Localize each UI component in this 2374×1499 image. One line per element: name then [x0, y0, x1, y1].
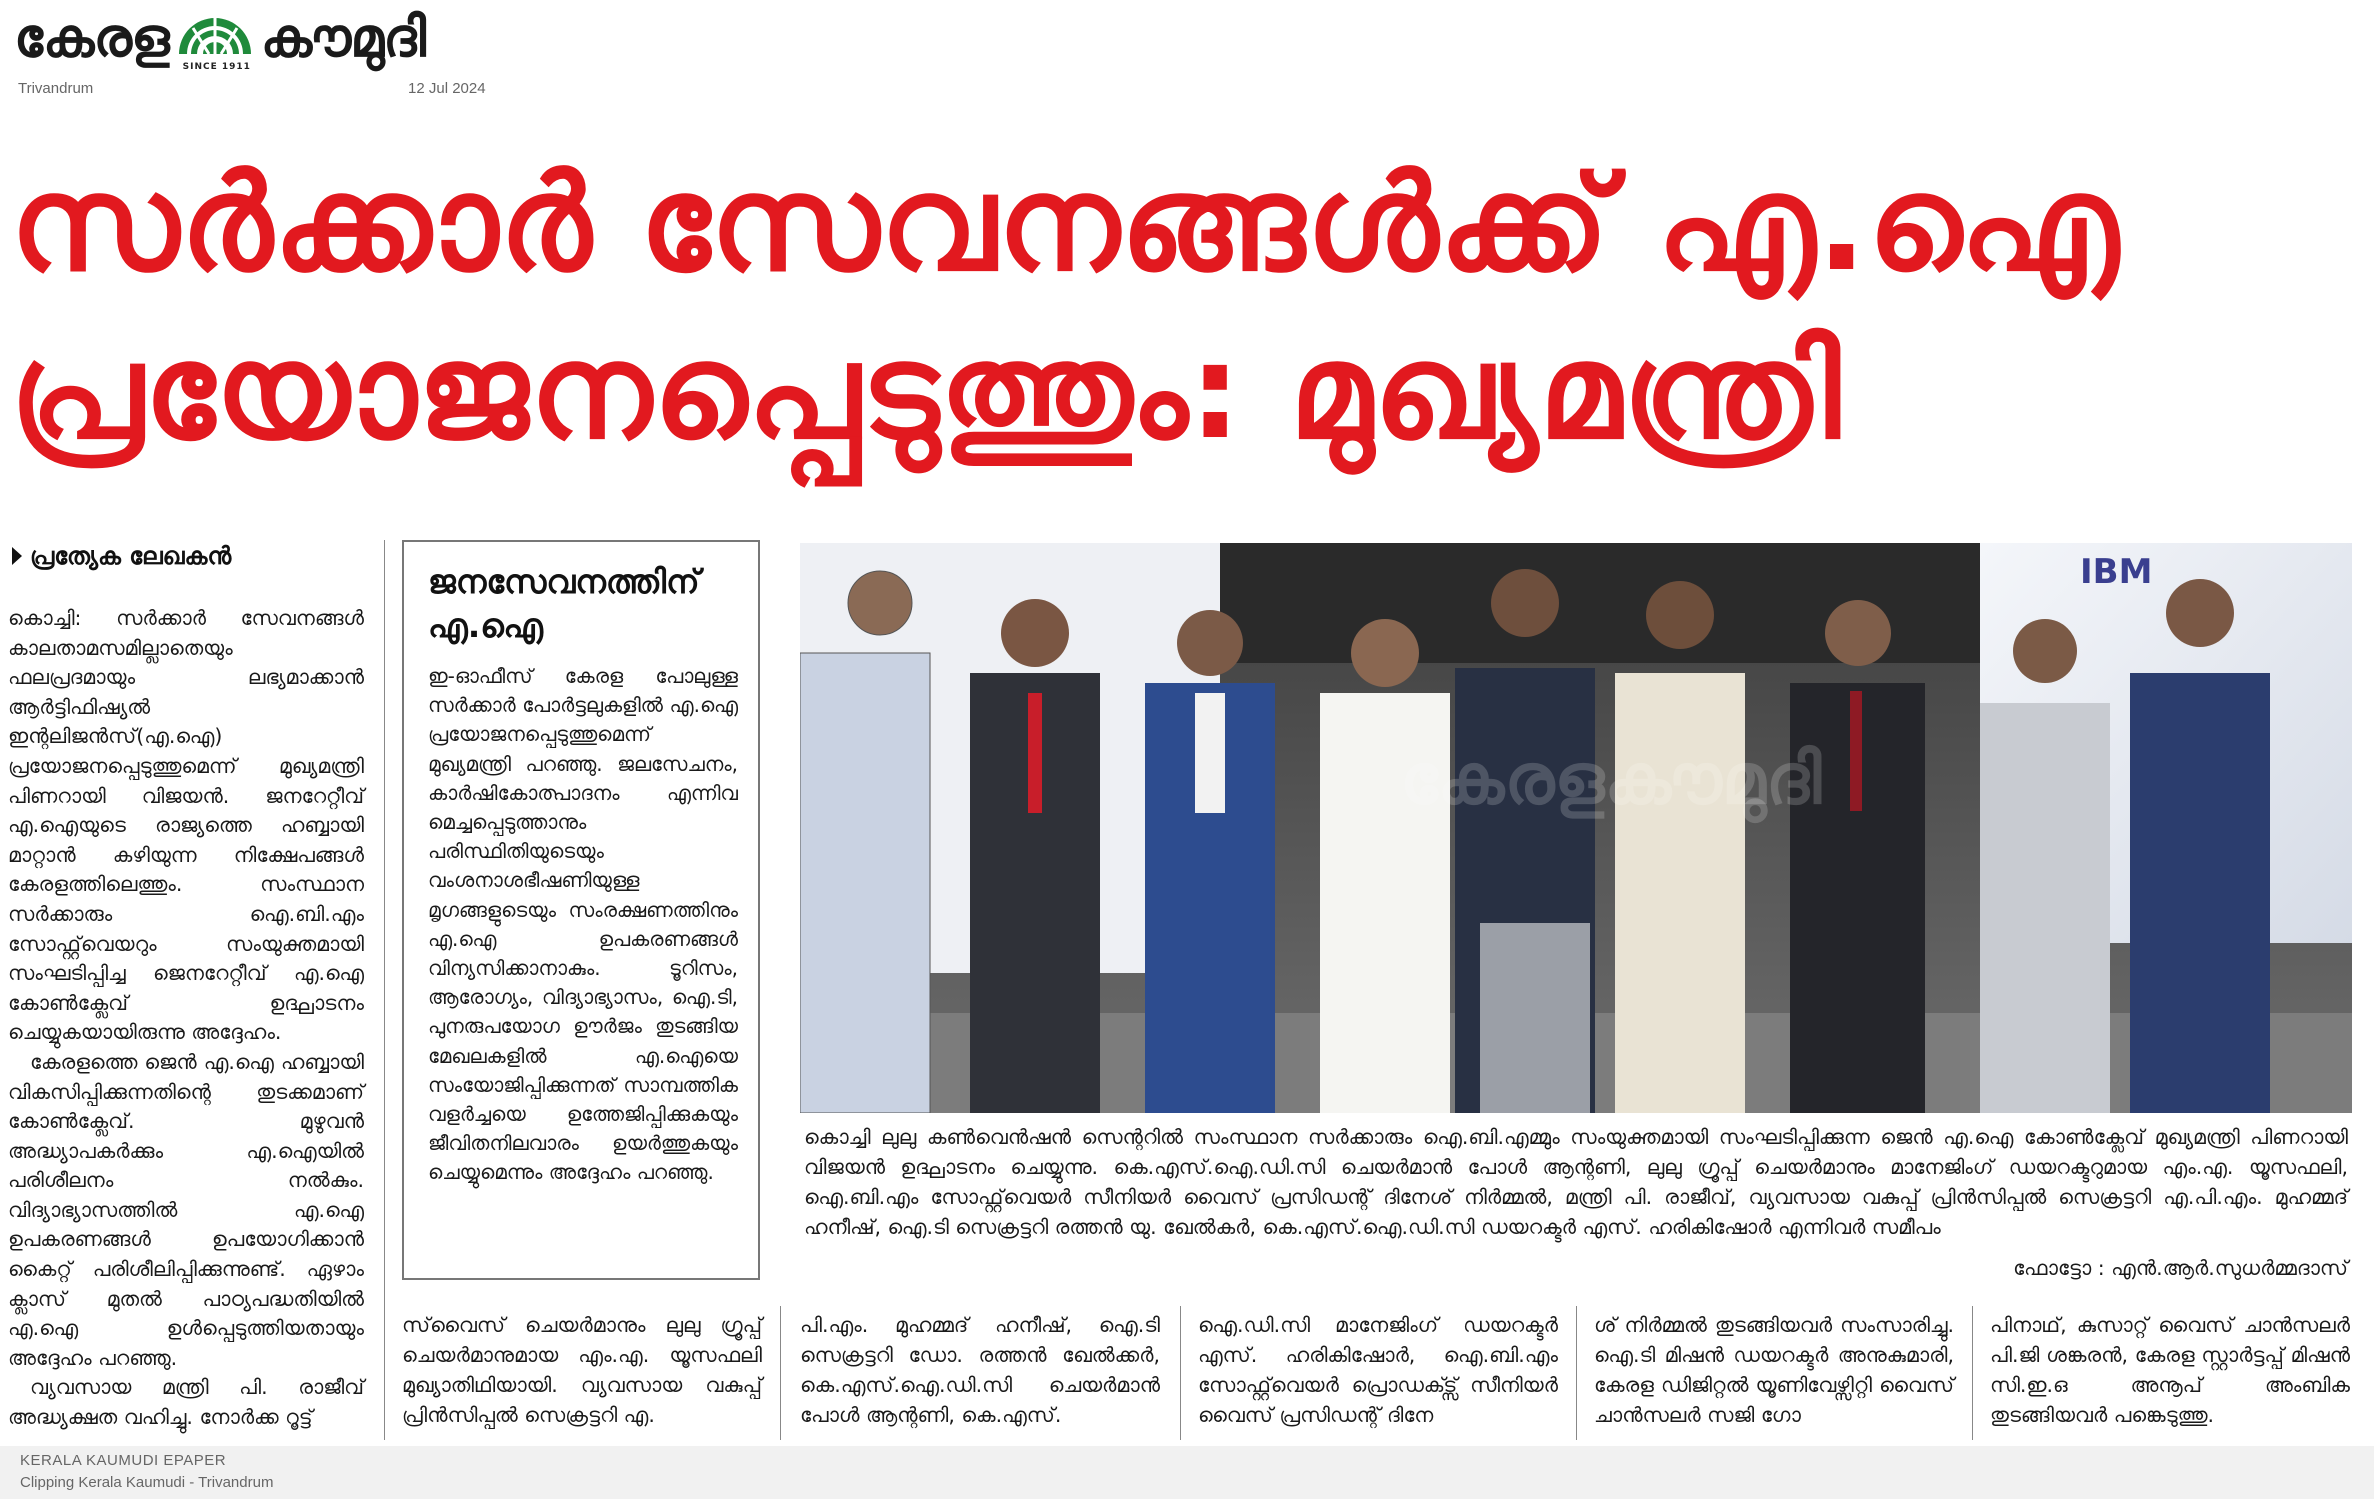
photo-credit: ഫോട്ടോ : എൻ.ആർ.സുധർമ്മദാസ്: [2013, 1256, 2348, 1280]
footer-clipping-label: Clipping Kerala Kaumudi - Trivandrum: [20, 1474, 274, 1491]
headline-line-1: സർക്കാർ സേവനങ്ങൾക്ക് എ.ഐ: [10, 147, 2120, 301]
article-paragraph: വ്യവസായ മന്ത്രി പി. രാജീവ് അദ്ധ്യക്ഷത വഹിച്ചു. നോർക്ക റൂട്ട്: [8, 1375, 364, 1430]
edition-place: Trivandrum: [18, 80, 94, 97]
since-label: SINCE 1911: [182, 62, 251, 72]
photo-watermark: കേരളകൗമുദി: [1400, 738, 1822, 820]
emblem-icon: [173, 6, 257, 70]
newspaper-logo: [14, 6, 425, 70]
box-body: ഇ-ഓഫീസ് കേരള പോലുള്ള സർക്കാർ പോർട്ടലുകളിൽ എ.ഐ പ്രയോജനപ്പെടുത്തുമെന്ന് മുഖ്യമന്ത്രി പറഞ്ഞു. ജലസേചനം, കാർഷികോത്പാദനം എന്നിവ മെച്ചപ്പെടുത്താനും പരിസ്ഥിതിയുടെയും വംശനാശഭീഷണിയുള്ള മൃഗങ്ങളുടെയും സംരക്ഷണത്തിനും എ.ഐ ഉപകരണങ്ങൾ വിന്യസിക്കാനാകും. ടൂറിസം, ആരോഗ്യം, വിദ്യാഭ്യാസം, ഐ.ടി, പുനരുപയോഗ ഊർജം തുടങ്ങിയ മേഖലകളിൽ എ.ഐയെ സംയോജിപ്പിക്കുന്നത് സാമ്പത്തിക വളർച്ചയെ ഉത്തേജിപ്പിക്കുകയും ജീവിതനിലവാരം ഉയർത്തുകയും ചെയ്യുമെന്നും അദ്ദേഹം പറഞ്ഞു.: [428, 664, 738, 1185]
headline-line-2: പ്രയോജനപ്പെടുത്തും: മുഖ്യമന്ത്രി: [10, 315, 1842, 469]
article-column-3: പി.എം. മുഹമ്മദ് ഹനീഷ്, ഐ.ടി സെക്രട്ടറി ഡോ. രത്തൻ ഖേൽക്കർ, കെ.എസ്.ഐ.ഡി.സി ചെയർമാൻ പോൾ ആന്റണി, കെ.എസ്.: [800, 1313, 1160, 1427]
column-divider: [1180, 1306, 1181, 1440]
column-divider: [780, 1306, 781, 1440]
logo-word-kaumudi: കൗമുദി: [260, 6, 426, 69]
byline: [12, 542, 231, 570]
masthead: [0, 0, 560, 110]
article-column-4: ഐ.ഡി.സി മാനേജിംഗ് ഡയറക്ടർ എസ്. ഹരികിഷോർ, ഐ.ബി.എം സോഫ്റ്റ്‌വെയർ പ്രൊഡക്ട്സ് സീനിയർ വൈസ് പ്രസിഡന്റ് ദിനേ: [1198, 1313, 1558, 1427]
article-paragraph: കൊച്ചി: സർക്കാർ സേവനങ്ങൾ കാലതാമസമില്ലാതെയും ഫലപ്രദമായും ലഭ്യമാക്കാൻ ആർട്ടിഫിഷ്യൽ ഇന്റലിജൻസ്(എ.ഐ) പ്രയോജനപ്പെടുത്തുമെന്ന് മുഖ്യമന്ത്രി പിണറായി വിജയൻ. ജനറേറ്റീവ് എ.ഐയുടെ രാജ്യത്തെ ഹബ്ബായി മാറ്റാൻ കഴിയുന്ന നിക്ഷേപങ്ങൾ കേരളത്തിലെത്തും. സംസ്ഥാന സർക്കാരും ഐ.ബി.എം സോഫ്റ്റ്‌വെയറും സംയുക്തമായി സംഘടിപ്പിച്ച ജെനറേറ്റീവ് എ.ഐ കോൺക്ലേവ് ഉദ്ഘാടനം ചെയ്യുകയായിരുന്നു അദ്ദേഹം.: [8, 606, 364, 1045]
column-divider: [384, 540, 385, 1440]
article-column-5: ശ് നിർമ്മൽ തുടങ്ങിയവർ സംസാരിച്ചു. ഐ.ടി മിഷൻ ഡയറക്ടർ അനുകുമാരി, കേരള ഡിജിറ്റൽ യൂണിവേഴ്സിറ്റി വൈസ് ചാൻസലർ സജി ഗോ: [1594, 1313, 1954, 1427]
box-title: ജനസേവനത്തിന് എ.ഐ: [428, 562, 700, 645]
article-paragraph: കേരളത്തെ ജെൻ എ.ഐ ഹബ്ബായി വികസിപ്പിക്കുന്നതിന്റെ തുടക്കമാണ് കോൺക്ലേവ്. മുഴുവൻ അദ്ധ്യാപകർക്കും എ.ഐയിൽ പരിശീലനം നൽകും. വിദ്യാഭ്യാസത്തിൽ എ.ഐ ഉപകരണങ്ങൾ ഉപയോഗിക്കാൻ കൈറ്റ് പരിശീലിപ്പിക്കുന്നുണ്ട്. ഏഴാം ക്ലാസ് മുതൽ പാഠ്യപദ്ധതിയിൽ എ.ഐ ഉൾപ്പെടുത്തിയതായും അദ്ദേഹം പറഞ്ഞു.: [8, 1049, 364, 1370]
logo-word-kerala: കേരള: [14, 6, 169, 69]
headline: [0, 140, 2374, 476]
article-column-2: സ്‌വൈസ് ചെയർമാനും ലുലു ഗ്രൂപ്പ് ചെയർമാനുമായ എം.എ. യൂസഫലി മുഖ്യാതിഥിയായി. വ്യവസായ വകുപ്പ് പ്രിൻസിപ്പൽ സെക്രട്ടറി എ.: [402, 1313, 762, 1427]
column-divider: [1576, 1306, 1577, 1440]
footer-epaper-label: KERALA KAUMUDI EPAPER: [20, 1452, 227, 1469]
footer-bar: [0, 1446, 2374, 1499]
bullet-triangle-icon: [12, 547, 22, 565]
column-divider: [1972, 1306, 1973, 1440]
sidebar-box-story: [402, 540, 760, 1280]
edition-date: 12 Jul 2024: [408, 80, 486, 97]
photo-caption: കൊച്ചി ലുലു കൺവെൻഷൻ സെന്ററിൽ സംസ്ഥാന സർക്കാരും ഐ.ബി.എമ്മും സംയുക്തമായി സംഘടിപ്പിക്കുന്ന ജെൻ എ.ഐ കോൺക്ലേവ് മുഖ്യമന്ത്രി പിണറായി വിജയൻ ഉദ്ഘാടനം ചെയ്യുന്നു. കെ.എസ്.ഐ.ഡി.സി ചെയർമാൻ പോൾ ആന്റണി, ലുലു ഗ്രൂപ്പ് ചെയർമാനും മാനേജിംഗ് ഡയറക്ടറുമായ എം.എ. യൂസഫലി, ഐ.ബി.എം സോഫ്റ്റ്‌വെയർ സീനിയർ വൈസ് പ്രസിഡന്റ് ദിനേശ് നിർമ്മൽ, മന്ത്രി പി. രാജീവ്, വ്യവസായ വകുപ്പ് പ്രിൻസിപ്പൽ സെക്രട്ടറി എ.പി.എം. മുഹമ്മദ് ഹനീഷ്, ഐ.ടി സെക്രട്ടറി രത്തൻ യു. ഖേൽകർ, കെ.എസ്.ഐ.ഡി.സി ഡയറക്ടർ എസ്. ഹരികിഷോർ എന്നിവർ സമീപം: [804, 1125, 2348, 1239]
ibm-banner-text: IBM: [2080, 552, 2153, 592]
article-column-1: [8, 604, 364, 1433]
article-column-6: പിനാഥ്, കുസാറ്റ് വൈസ് ചാൻസലർ പി.ജി ശങ്കരൻ, കേരള സ്റ്റാർട്ടപ്പ് മിഷൻ സി.ഇ.ഒ അനൂപ് അംബിക തുടങ്ങിയവർ പങ്കെടുത്തു.: [1990, 1313, 2350, 1427]
news-photo: [800, 543, 2352, 1113]
byline-text: പ്രത്യേക ലേഖകൻ: [30, 542, 232, 570]
event-photo-illustration: [800, 543, 2352, 1113]
